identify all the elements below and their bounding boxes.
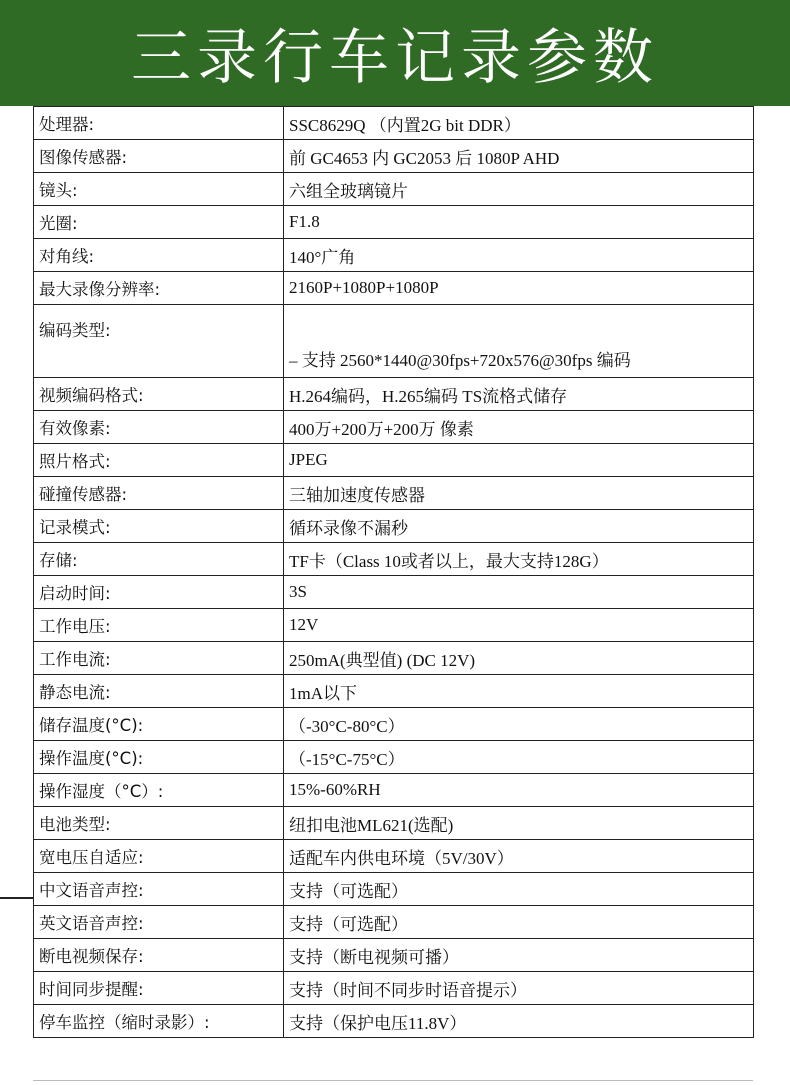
spec-row-processor [34, 107, 754, 140]
spec-label: 英文语音声控: [34, 906, 284, 939]
spec-value: – 支持 2560*1440@30fps+720x576@30fps 编码 [284, 305, 754, 378]
spec-value: 支持（时间不同步时语音提示） [284, 972, 754, 1005]
spec-label: 对角线: [34, 239, 284, 272]
spec-label: 最大录像分辨率: [34, 272, 284, 305]
spec-label: 图像传感器: [34, 140, 284, 173]
spec-value: 支持（保护电压11.8V） [284, 1005, 754, 1038]
spec-label: 照片格式: [34, 444, 284, 477]
spec-row-quiescent-current [34, 675, 754, 708]
spec-label: 光圈: [34, 206, 284, 239]
spec-row-lens [34, 173, 754, 206]
spec-label: 镜头: [34, 173, 284, 206]
spec-row-storage [34, 543, 754, 576]
spec-label: 存储: [34, 543, 284, 576]
spec-label: 操作湿度（°C）: [34, 774, 284, 807]
spec-label: 视频编码格式: [34, 378, 284, 411]
spec-value: 支持（可选配） [284, 906, 754, 939]
page-title: 三录行车记录参数 [131, 23, 659, 93]
spec-label: 静态电流: [34, 675, 284, 708]
spec-label: 电池类型: [34, 807, 284, 840]
spec-label: 有效像素: [34, 411, 284, 444]
spec-row-storage-temp [34, 708, 754, 741]
spec-row-aperture [34, 206, 754, 239]
spec-value: 1mA以下 [284, 675, 754, 708]
spec-value: 循环录像不漏秒 [284, 510, 754, 543]
spec-label: 工作电流: [34, 642, 284, 675]
spec-label: 操作温度(°C): [34, 741, 284, 774]
spec-value: 400万+200万+200万 像素 [284, 411, 754, 444]
spec-value: 支持（可选配） [284, 873, 754, 906]
spec-row-battery-type [34, 807, 754, 840]
spec-row-video-format [34, 378, 754, 411]
spec-row-diagonal [34, 239, 754, 272]
spec-value: 2160P+1080P+1080P [284, 272, 754, 305]
spec-value: TF卡（Class 10或者以上，最大支持128G） [284, 543, 754, 576]
spec-label: 碰撞传感器: [34, 477, 284, 510]
spec-value: SSC8629Q （内置2G bit DDR） [284, 107, 754, 140]
spec-table [33, 106, 754, 1038]
spec-row-encoding-type [34, 305, 754, 378]
spec-value: 15%-60%RH [284, 774, 754, 807]
spec-row-max-resolution [34, 272, 754, 305]
spec-value: 3S [284, 576, 754, 609]
spec-row-record-mode [34, 510, 754, 543]
spec-value: （-30°C-80°C） [284, 708, 754, 741]
spec-row-wide-voltage [34, 840, 754, 873]
spec-value: 12V [284, 609, 754, 642]
spec-label: 记录模式: [34, 510, 284, 543]
spec-row-english-voice [34, 906, 754, 939]
spec-label: 断电视频保存: [34, 939, 284, 972]
spec-row-working-voltage [34, 609, 754, 642]
spec-row-photo-format [34, 444, 754, 477]
spec-value: 140°广角 [284, 239, 754, 272]
spec-label: 停车监控（缩时录影）: [34, 1005, 284, 1038]
spec-label: 中文语音声控: [34, 873, 284, 906]
spec-label: 宽电压自适应: [34, 840, 284, 873]
spec-value: 纽扣电池ML621(选配) [284, 807, 754, 840]
spec-row-operating-humidity [34, 774, 754, 807]
spec-row-boot-time [34, 576, 754, 609]
spec-row-operating-temp [34, 741, 754, 774]
spec-label: 工作电压: [34, 609, 284, 642]
spec-value: 前 GC4653 内 GC2053 后 1080P AHD [284, 140, 754, 173]
table-edge-line [0, 897, 33, 899]
spec-label: 处理器: [34, 107, 284, 140]
spec-value: H.264编码，H.265编码 TS流格式储存 [284, 378, 754, 411]
spec-value: 三轴加速度传感器 [284, 477, 754, 510]
spec-row-power-off-save [34, 939, 754, 972]
spec-row-collision-sensor [34, 477, 754, 510]
spec-value: 适配车内供电环境（5V/30V） [284, 840, 754, 873]
spec-row-working-current [34, 642, 754, 675]
spec-row-chinese-voice [34, 873, 754, 906]
spec-value: （-15°C-75°C） [284, 741, 754, 774]
spec-value: 250mA(典型值) (DC 12V) [284, 642, 754, 675]
bottom-divider [33, 1080, 753, 1081]
title-banner [0, 0, 790, 106]
spec-row-effective-pixels [34, 411, 754, 444]
spec-label: 编码类型: [34, 305, 284, 378]
spec-label: 时间同步提醒: [34, 972, 284, 1005]
spec-row-time-sync [34, 972, 754, 1005]
spec-value: 支持（断电视频可播） [284, 939, 754, 972]
spec-value: F1.8 [284, 206, 754, 239]
spec-label: 储存温度(°C): [34, 708, 284, 741]
spec-label: 启动时间: [34, 576, 284, 609]
spec-value: 六组全玻璃镜片 [284, 173, 754, 206]
spec-row-parking-monitor [34, 1005, 754, 1038]
spec-value: JPEG [284, 444, 754, 477]
spec-row-image-sensor [34, 140, 754, 173]
